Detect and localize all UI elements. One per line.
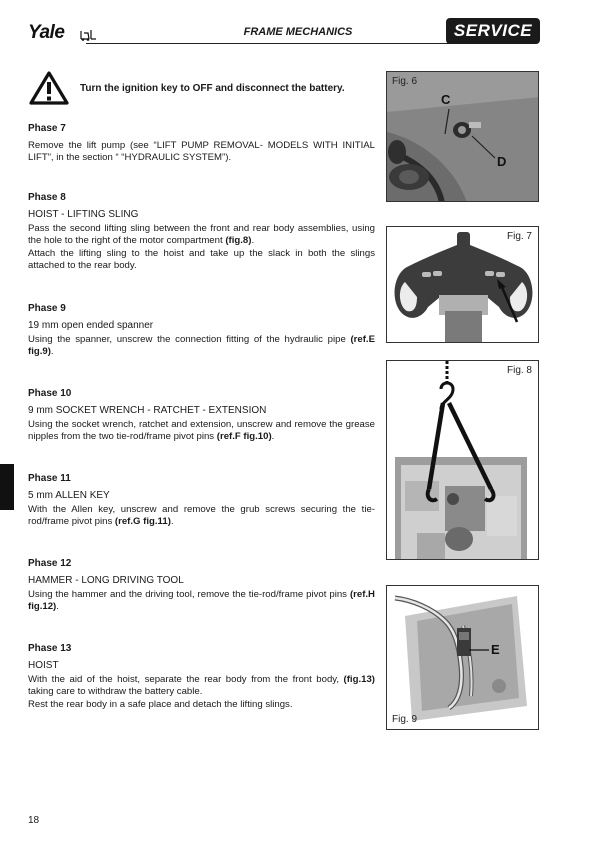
phase-tool: HOIST - LIFTING SLING: [28, 208, 139, 220]
phase-body: [28, 223, 375, 272]
body-text: .: [251, 235, 255, 247]
fig6-photo: [387, 72, 539, 202]
phase-7: [28, 123, 375, 164]
phase-body: [28, 504, 375, 529]
phase-9: [28, 303, 375, 359]
body-text: Attach the lifting sling to the hoist and take up the slack in both the slings attached to the rear body.: [28, 247, 375, 271]
forklift-logo-icon: [79, 29, 97, 41]
body-text: .: [50, 346, 54, 358]
phase-title: Phase 8: [28, 192, 66, 203]
figure-6: [386, 71, 539, 202]
figure-label: Fig. 6: [392, 76, 418, 87]
callout-d: D: [497, 154, 507, 169]
figure-reference: (fig.8): [225, 235, 252, 247]
phase-title: Phase 10: [28, 388, 72, 399]
body-text: With the Allen key, unscrew and remove the grub screws securing the tie-rod/frame pivot pins: [28, 504, 375, 528]
body-text: .: [56, 601, 59, 613]
phase-title: Phase 13: [28, 643, 72, 654]
body-text: Pass the second lifting sling between the front and rear body assemblies, using the hole to the right of the motor compartment: [28, 223, 375, 247]
body-text: .: [170, 516, 174, 528]
phase-body: [28, 419, 375, 444]
phase-body: [28, 674, 375, 711]
phase-11: [28, 473, 375, 529]
page-header: [28, 18, 540, 48]
warning-notice: [28, 70, 376, 106]
phase-body: [28, 334, 375, 359]
phase-tool: 19 mm open ended spanner: [28, 319, 154, 331]
body-text: With the aid of the hoist, separate the rear body from the front body,: [28, 674, 344, 685]
phase-tool: 9 mm SOCKET WRENCH - RATCHET - EXTENSION: [28, 404, 267, 416]
figure-label: Fig. 8: [506, 365, 532, 376]
body-text: Using the hammer and the driving tool, remove the tie-rod/frame pivot pins: [28, 589, 350, 600]
warning-triangle-icon: [28, 70, 70, 106]
fig9-hydraulic-pipe: [387, 586, 539, 730]
section-title: FRAME MECHANICS: [243, 26, 353, 38]
figure-reference: (ref.F fig.10): [216, 431, 272, 443]
chapter-tab-marker: [0, 464, 14, 510]
header-rule: [86, 43, 476, 44]
figure-label: Fig. 9: [392, 714, 418, 725]
warning-text: Turn the ignition key to OFF and disconnect the battery.: [80, 83, 345, 94]
body-text: Using the spanner, unscrew the connection fitting of the hydraulic pipe: [28, 334, 351, 345]
body-text: Using the socket wrench, ratchet and extension, unscrew and remove the grease nipples from the two tie-rod/frame pivot pins: [28, 419, 375, 443]
figure-reference: (ref.G fig.11): [114, 516, 171, 528]
phase-13: [28, 643, 375, 711]
figure-reference: (ref.H fig.12): [28, 589, 375, 613]
phase-body: Remove the lift pump (see “LIFT PUMP REMOVAL- MODELS WITH INITIAL LIFT”, in the section “ “HYDRAULIC SYSTEM”).: [28, 139, 375, 163]
fig7-tiller-handle: [387, 227, 539, 343]
figure-reference: (fig.13): [343, 674, 375, 685]
phase-title: Phase 7: [28, 123, 66, 134]
phase-tool: HAMMER - LONG DRIVING TOOL: [28, 574, 184, 586]
figure-9: [386, 585, 539, 730]
figure-7: [386, 226, 539, 343]
phase-body: [28, 589, 375, 614]
phase-title: Phase 11: [28, 473, 71, 484]
phase-10: [28, 388, 375, 444]
figure-8: [386, 360, 539, 560]
callout-e: E: [491, 642, 500, 657]
page-number: 18: [28, 815, 40, 826]
callout-c: C: [441, 92, 451, 107]
yale-logo: Yale: [28, 22, 65, 43]
phase-8: [28, 192, 375, 272]
phase-12: [28, 558, 375, 614]
service-badge: SERVICE: [446, 18, 540, 44]
phase-title: Phase 9: [28, 303, 66, 314]
figure-reference: (ref.E fig.9): [28, 334, 375, 358]
phase-tool: 5 mm ALLEN KEY: [28, 489, 110, 501]
figure-label: Fig. 7: [506, 231, 532, 242]
body-text: taking care to withdraw the battery cable.: [28, 686, 203, 698]
body-text: .: [271, 431, 275, 443]
phase-title: Phase 12: [28, 558, 72, 569]
phase-tool: HOIST: [28, 659, 59, 671]
body-text: Rest the rear body in a safe place and detach the lifting slings.: [28, 698, 293, 710]
fig8-hoist-sling: [387, 361, 539, 560]
